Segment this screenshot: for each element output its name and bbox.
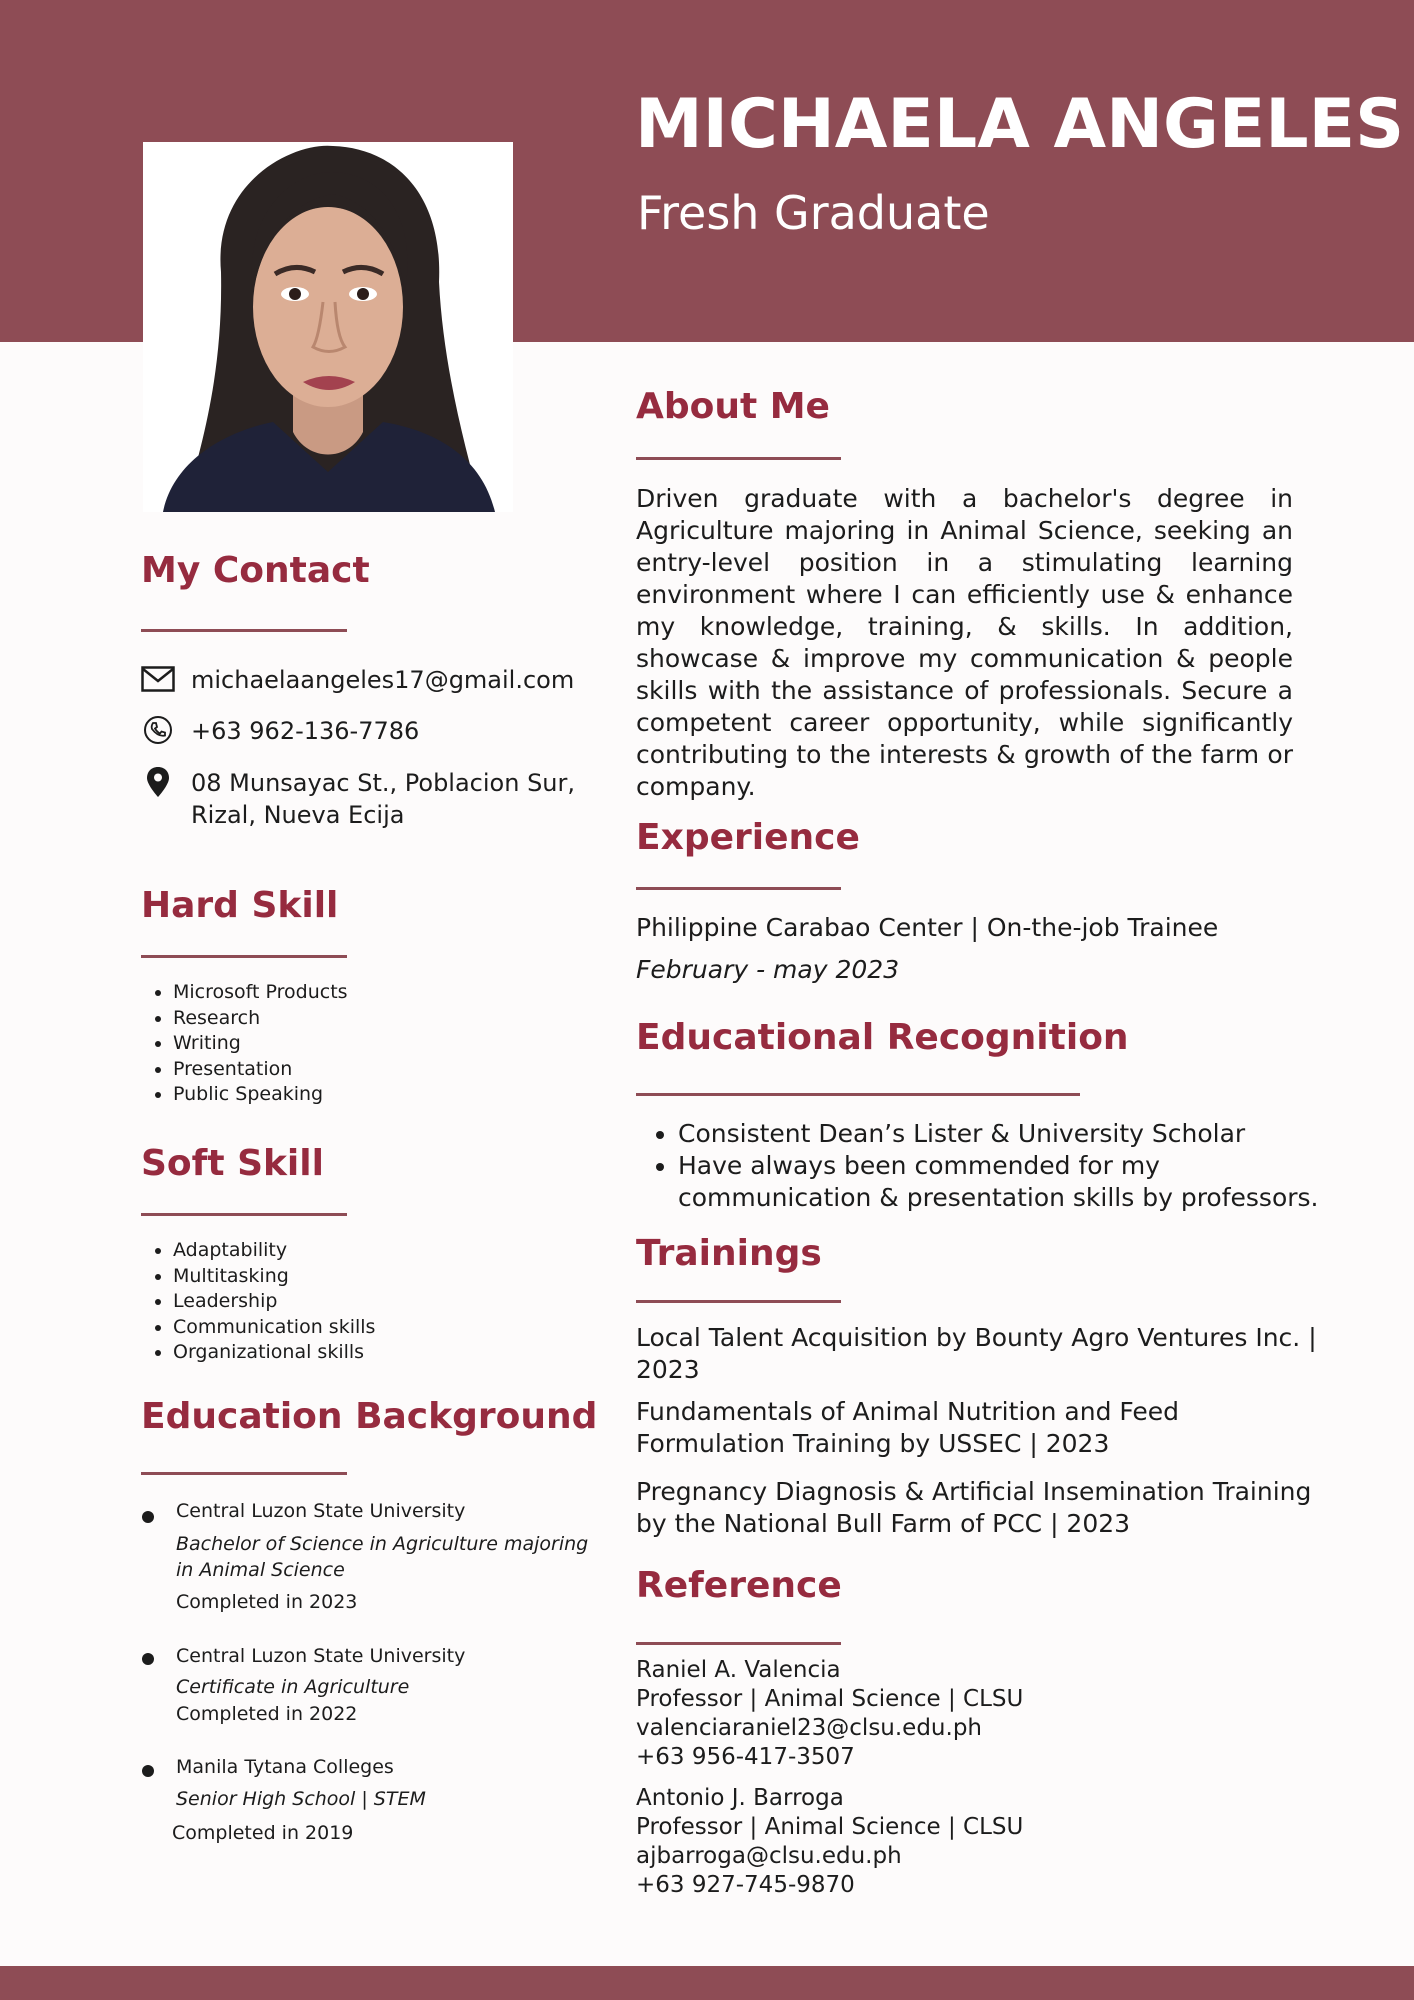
- trainings-heading: Trainings: [636, 1233, 822, 1274]
- training-item: Fundamentals of Animal Nutrition and Feed: [636, 1397, 1180, 1426]
- portrait-illustration: [143, 142, 513, 512]
- contact-address: [191, 767, 575, 831]
- contact-email-row: [141, 664, 574, 696]
- experience-dates: February - may 2023: [636, 955, 900, 984]
- reference-phone[interactable]: +63 956-417-3507: [636, 1744, 855, 1770]
- training-item-cont: Formulation Training by USSEC | 2023: [636, 1429, 1110, 1458]
- reference-email[interactable]: ajbarroga@clsu.edu.ph: [636, 1843, 902, 1869]
- list-item: • Multitasking: [173, 1264, 375, 1290]
- reference-phone[interactable]: +63 927-745-9870: [636, 1872, 855, 1898]
- recognition-list: [636, 1118, 1338, 1214]
- trainings-divider: [636, 1300, 841, 1303]
- list-item: • Communication skills: [173, 1315, 375, 1341]
- about-heading: About Me: [636, 386, 830, 427]
- profile-photo: [143, 142, 513, 512]
- experience-divider: [636, 887, 841, 890]
- list-item: • Public Speaking: [173, 1082, 348, 1108]
- reference-divider: [636, 1642, 841, 1645]
- recognition-divider: [636, 1093, 1080, 1096]
- footer-bar: [0, 1966, 1414, 2000]
- contact-heading: My Contact: [141, 550, 370, 591]
- contact-phone-row: [141, 715, 419, 747]
- address-line-1: 08 Munsayac St., Poblacion Sur,: [191, 769, 576, 797]
- education-divider: [141, 1472, 347, 1475]
- list-item: • Microsoft Products: [173, 980, 348, 1006]
- contact-email[interactable]: michaelaangeles17@gmail.com: [191, 666, 575, 694]
- reference-email[interactable]: valenciaraniel23@clsu.edu.ph: [636, 1715, 982, 1741]
- soft-skill-divider: [141, 1213, 347, 1216]
- address-line-2: Rizal, Nueva Ecija: [191, 801, 405, 829]
- soft-skill-list: [141, 1238, 375, 1366]
- reference-heading: Reference: [636, 1565, 842, 1606]
- reference-position: Professor | Animal Science | CLSU: [636, 1814, 1024, 1840]
- education-heading: Education Background: [141, 1396, 598, 1437]
- hard-skill-heading: Hard Skill: [141, 885, 339, 926]
- bullet-dot: [142, 1511, 154, 1523]
- recognition-heading: Educational Recognition: [636, 1017, 1129, 1058]
- education-school: Central Luzon State University: [176, 1500, 466, 1522]
- reference-name: Raniel A. Valencia: [636, 1657, 841, 1683]
- about-text: Driven graduate with a bachelor's degree in Agriculture majoring in Animal Science, seeking an entry-level position in a stimulating learning environment where I can efficiently use & enhance my knowledge, training, & skills. In addition, showcase & improve my communication & people skills with the assistance of professionals. Secure a competent career opportunity, while significantly contributing to the interests & growth of the farm or company.: [636, 484, 1293, 801]
- education-school: Manila Tytana Colleges: [176, 1756, 394, 1778]
- list-item: • Leadership: [173, 1289, 375, 1315]
- contact-divider: [141, 629, 347, 632]
- contact-phone[interactable]: +63 962-136-7786: [191, 717, 420, 745]
- education-degree-cont: in Animal Science: [176, 1559, 345, 1581]
- education-completed: Completed in 2019: [172, 1822, 354, 1844]
- training-item: Pregnancy Diagnosis & Artificial Insemination Training: [636, 1477, 1312, 1506]
- phone-icon: [141, 715, 175, 745]
- hard-skill-divider: [141, 955, 347, 958]
- training-item: Local Talent Acquisition by Bounty Agro Ventures Inc. |: [636, 1323, 1317, 1352]
- education-degree: Senior High School | STEM: [176, 1788, 426, 1810]
- education-degree: Certificate in Agriculture: [176, 1676, 410, 1698]
- candidate-title: Fresh Graduate: [637, 186, 990, 240]
- list-item: • Consistent Dean’s Lister & University Scholar: [678, 1118, 1338, 1150]
- bullet-dot: [142, 1653, 154, 1665]
- hard-skill-list: [141, 980, 348, 1108]
- reference-position: Professor | Animal Science | CLSU: [636, 1686, 1024, 1712]
- bullet-dot: [142, 1765, 154, 1777]
- email-icon: [141, 664, 175, 694]
- training-item-cont: by the National Bull Farm of PCC | 2023: [636, 1509, 1131, 1538]
- list-item: • Research: [173, 1006, 348, 1032]
- experience-role: Philippine Carabao Center | On-the-job Trainee: [636, 913, 1219, 942]
- about-divider: [636, 457, 841, 460]
- contact-address-row: [141, 767, 575, 831]
- training-item-cont: 2023: [636, 1355, 700, 1384]
- soft-skill-heading: Soft Skill: [141, 1143, 324, 1184]
- reference-name: Antonio J. Barroga: [636, 1785, 844, 1811]
- list-item: • Organizational skills: [173, 1340, 375, 1366]
- education-completed: Completed in 2023: [176, 1591, 358, 1613]
- education-degree: Bachelor of Science in Agriculture majoring: [176, 1533, 589, 1555]
- location-icon: [141, 767, 175, 797]
- list-item: • Have always been commended for my communication & presentation skills by professors.: [678, 1150, 1338, 1214]
- list-item: • Writing: [173, 1031, 348, 1057]
- list-item: • Adaptability: [173, 1238, 375, 1264]
- list-item: • Presentation: [173, 1057, 348, 1083]
- experience-heading: Experience: [636, 817, 860, 858]
- education-school: Central Luzon State University: [176, 1645, 466, 1667]
- education-completed: Completed in 2022: [176, 1703, 358, 1725]
- candidate-name: MICHAELA ANGELES: [635, 85, 1405, 164]
